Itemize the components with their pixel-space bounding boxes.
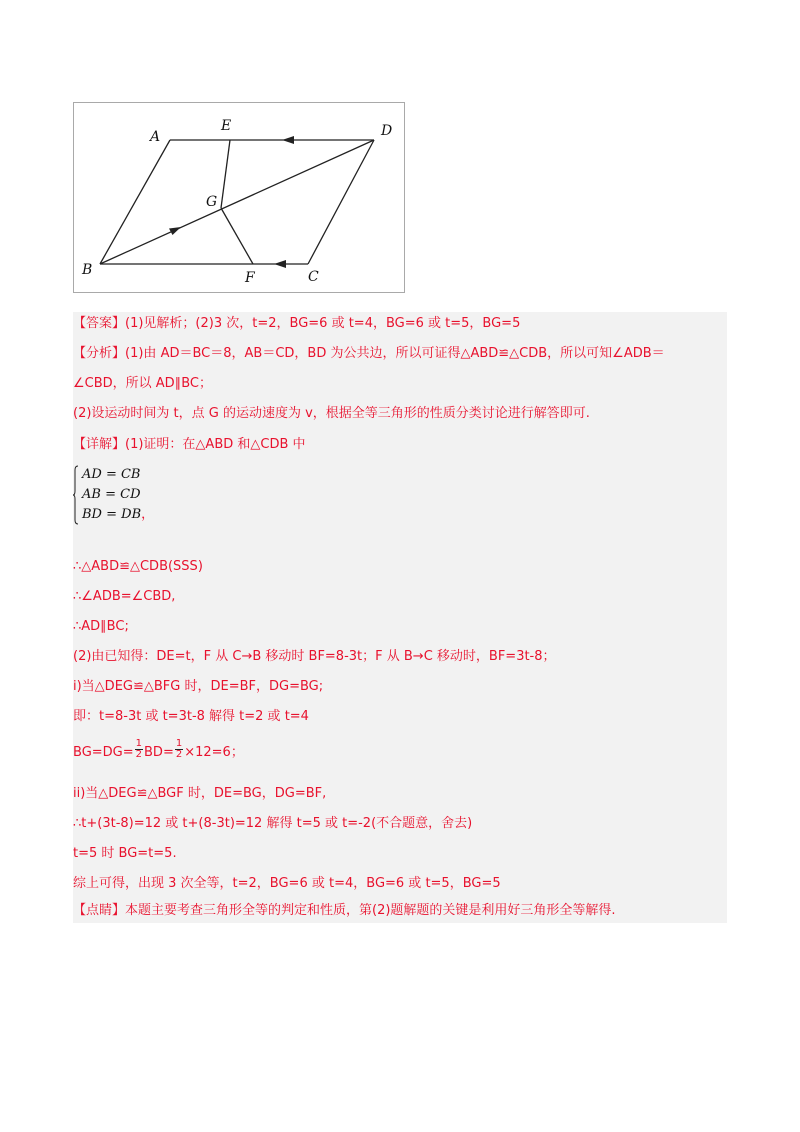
- segment-EG: [221, 140, 230, 208]
- comment-line: 【点睛】本题主要考查三角形全等的判定和性质，第(2)题解题的关键是利用好三角形全等解得.: [73, 903, 616, 918]
- arrow-B-to-D-icon: [169, 227, 181, 235]
- analysis-tag: 【分析】: [73, 346, 126, 361]
- point-label-E: E: [221, 118, 232, 134]
- segment-GF: [221, 208, 253, 264]
- parallelogram-diagram: [74, 103, 406, 294]
- detail-intro: 【详解】(1)证明：在△ABD 和△CDB 中: [73, 437, 306, 452]
- point-label-G: G: [206, 194, 218, 210]
- point-label-F: F: [245, 270, 255, 286]
- step-case-i-solve: 即：t=8-3t 或 t=3t-8 解得 t=2 或 t=4: [73, 709, 309, 724]
- fraction-half-2: $\frac{1}{2}$: [175, 738, 183, 760]
- segment-AB: [100, 140, 170, 264]
- answer-tag: 【答案】: [73, 316, 126, 331]
- equation-row-2: AB = CD: [82, 487, 141, 502]
- answer-text: (1)见解析；(2)3 次，t=2，BG=6 或 t=4，BG=6 或 t=5，BG=5: [125, 316, 521, 331]
- step-part2-given: (2)由已知得：DE=t，F 从 C→B 移动时 BF=8-3t；F 从 B→C 移动时，BF=3t-8；: [73, 649, 556, 664]
- step-conclusion: 综上可得，出现 3 次全等，t=2，BG=6 或 t=4，BG=6 或 t=5，BG=5: [73, 876, 501, 891]
- point-label-A: A: [150, 129, 161, 145]
- left-brace-icon: [73, 465, 79, 525]
- step-parallel: ∴AD∥BC;: [73, 619, 129, 634]
- step-angle-equal: ∴∠ADB=∠CBD,: [73, 589, 176, 604]
- comment-tag: 【点睛】: [73, 903, 126, 918]
- solution-panel: [73, 312, 727, 923]
- analysis-line-3: (2)设运动时间为 t，点 G 的运动速度为 v，根据全等三角形的性质分类讨论进行解答即可.: [73, 406, 590, 421]
- step-case-ii: ii)当△DEG≌△BGF 时，DE=BG，DG=BF,: [73, 786, 327, 801]
- step-case-i-bg: BG=DG= $\frac{1}{2}$ BD= $\frac{1}{2}$ ×12=6；: [73, 738, 244, 760]
- equation-row-3: BD = DB，: [82, 507, 155, 522]
- step-case-ii-bg: t=5 时 BG=t=5.: [73, 846, 177, 861]
- point-label-C: C: [308, 269, 319, 285]
- fraction-half: $\frac{1}{2}$: [135, 738, 143, 760]
- segment-CD: [308, 140, 374, 264]
- equation-system: [73, 465, 153, 525]
- point-label-B: B: [82, 262, 93, 278]
- step-case-i: i)当△DEG≌△BFG 时，DE=BF，DG=BG;: [73, 679, 324, 694]
- analysis-line-1: 【分析】(1)由 AD＝BC＝8，AB＝CD，BD 为公共边，所以可证得△ABD≌△CDB，所以可知∠ADB＝: [73, 346, 665, 361]
- segment-BD: [100, 140, 374, 264]
- point-label-D: D: [381, 123, 393, 139]
- equation-row-1: AD = CB: [82, 467, 141, 482]
- answer-line: [73, 314, 520, 334]
- arrow-D-to-E-icon: [282, 136, 294, 144]
- step-congruent-sss: ∴△ABD≌△CDB(SSS): [73, 559, 203, 574]
- geometry-figure: [73, 102, 405, 293]
- arrow-C-to-F-icon: [274, 260, 286, 268]
- analysis-line-2: ∠CBD，所以 AD∥BC；: [73, 376, 212, 391]
- detail-tag: 【详解】: [73, 437, 126, 452]
- step-case-ii-solve: ∴t+(3t-8)=12 或 t+(8-3t)=12 解得 t=5 或 t=-2(不合题意，舍去): [73, 816, 473, 831]
